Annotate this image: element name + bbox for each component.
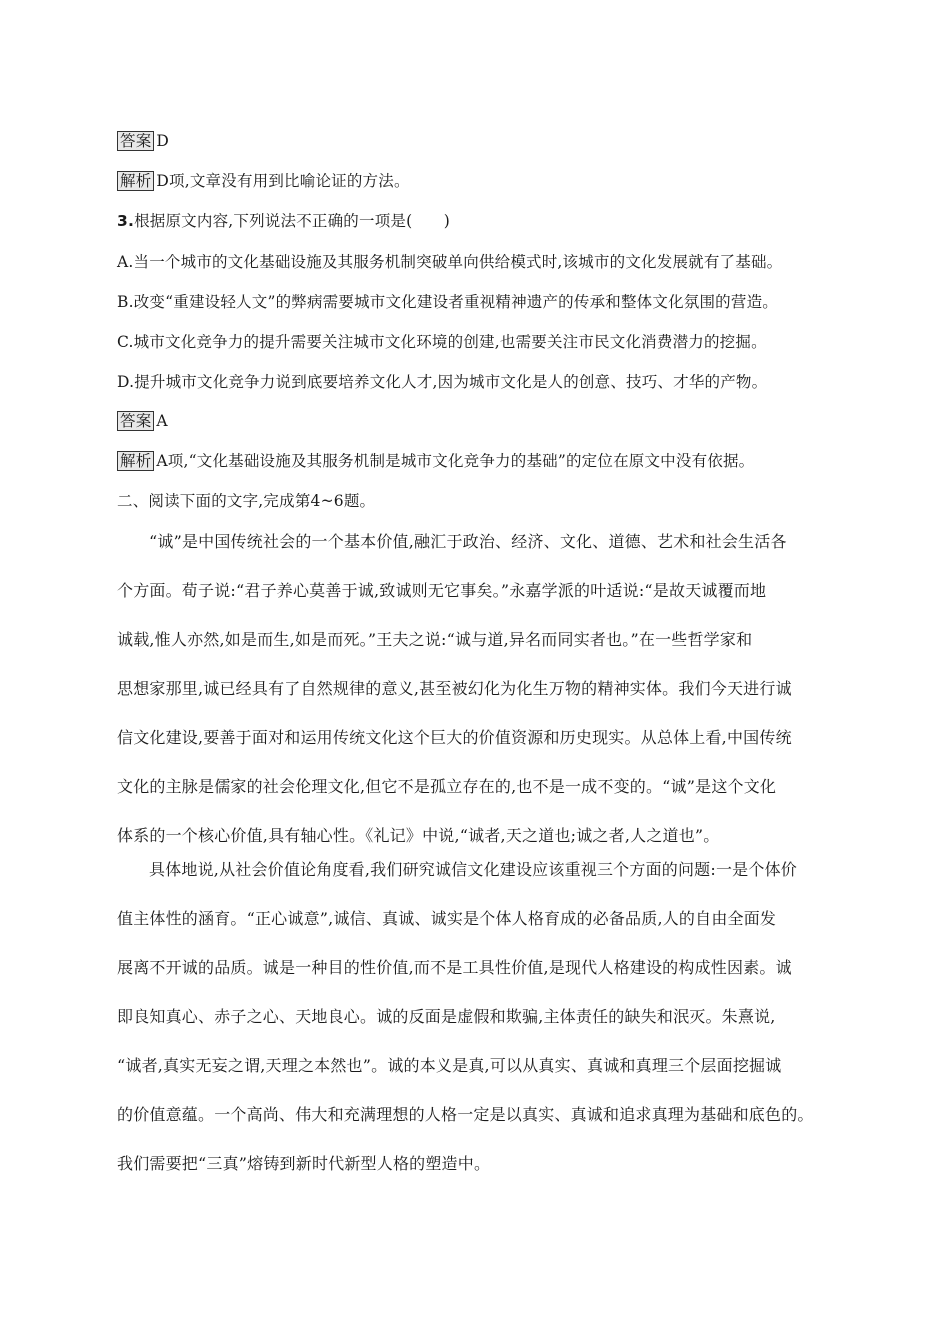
analysis-text: D项,文章没有用到比喻论证的方法。	[156, 172, 410, 190]
answer-text: A	[156, 412, 168, 430]
answer-text: D	[156, 132, 170, 150]
paragraph-line: 值主体性的涵育。“正心诚意”,诚信、真诚、诚实是个体人格育成的必备品质,人的自由全面发	[117, 909, 777, 928]
paragraph-line: 诚载,惟人亦然,如是而生,如是而死。”王夫之说:“诚与道,异名而同实者也。”在一些哲学家和	[117, 630, 753, 649]
question-number: 3.	[117, 212, 135, 230]
option-d: D.提升城市文化竞争力说到底要培养文化人才,因为城市文化是人的创意、技巧、才华的产物。	[117, 373, 768, 391]
answer-tag: 答案	[117, 411, 154, 431]
option-a: A.当一个城市的文化基础设施及其服务机制突破单向供给模式时,该城市的文化发展就有了基础。	[117, 253, 783, 271]
option-b: B.改变“重建设轻人文”的弊病需要城市文化建设者重视精神遗产的传承和整体文化氛围的营造。	[117, 293, 778, 311]
analysis-text: A项,“文化基础设施及其服务机制是城市文化竞争力的基础”的定位在原文中没有依据。	[156, 452, 755, 470]
q2-analysis-line	[117, 171, 410, 191]
answer-tag: 答案	[117, 131, 154, 151]
analysis-tag: 解析	[117, 451, 154, 471]
paragraph-line: 信文化建设,要善于面对和运用传统文化这个巨大的价值资源和历史现实。从总体上看,中国传统	[117, 728, 792, 747]
paragraph-line: 体系的一个核心价值,具有轴心性。《礼记》中说,“诚者,天之道也;诚之者,人之道也”。	[117, 826, 720, 845]
q2-answer-line	[117, 131, 169, 151]
paragraph-line: 具体地说,从社会价值论角度看,我们研究诚信文化建设应该重视三个方面的问题:一是个体价	[149, 860, 797, 879]
paragraph-line: 即良知真心、赤子之心、天地良心。诚的反面是虚假和欺骗,主体责任的缺失和泯灭。朱熹说,	[117, 1007, 776, 1026]
paragraph-line: 文化的主脉是儒家的社会伦理文化,但它不是孤立存在的,也不是一成不变的。“诚”是这个文化	[117, 777, 777, 796]
paragraph-line: 展离不开诚的品质。诚是一种目的性价值,而不是工具性价值,是现代人格建设的构成性因素。诚	[117, 958, 792, 977]
section-heading: 二、阅读下面的文字,完成第4~6题。	[117, 492, 376, 510]
paragraph-line: “诚”是中国传统社会的一个基本价值,融汇于政治、经济、文化、道德、艺术和社会生活各	[149, 532, 787, 551]
paragraph-line: 思想家那里,诚已经具有了自然规律的意义,甚至被幻化为化生万物的精神实体。我们今天进行诚	[117, 679, 792, 698]
question-3-stem	[117, 211, 450, 231]
q3-analysis-line	[117, 451, 754, 471]
paragraph-line: 我们需要把“三真”熔铸到新时代新型人格的塑造中。	[117, 1154, 491, 1173]
option-c: C.城市文化竞争力的提升需要关注城市文化环境的创建,也需要关注市民文化消费潜力的挖掘。	[117, 333, 767, 351]
q3-answer-line	[117, 411, 168, 431]
analysis-tag: 解析	[117, 171, 154, 191]
paragraph-line: “诚者,真实无妄之谓,天理之本然也”。诚的本义是真,可以从真实、真诚和真理三个层面挖掘诚	[117, 1056, 782, 1075]
question-text: 根据原文内容,下列说法不正确的一项是( )	[134, 212, 451, 230]
paragraph-line: 的价值意蕴。一个高尚、伟大和充满理想的人格一定是以真实、真诚和追求真理为基础和底色的。	[117, 1105, 814, 1124]
paragraph-line: 个方面。荀子说:“君子养心莫善于诚,致诚则无它事矣。”永嘉学派的叶适说:“是故天诚覆而地	[117, 581, 767, 600]
